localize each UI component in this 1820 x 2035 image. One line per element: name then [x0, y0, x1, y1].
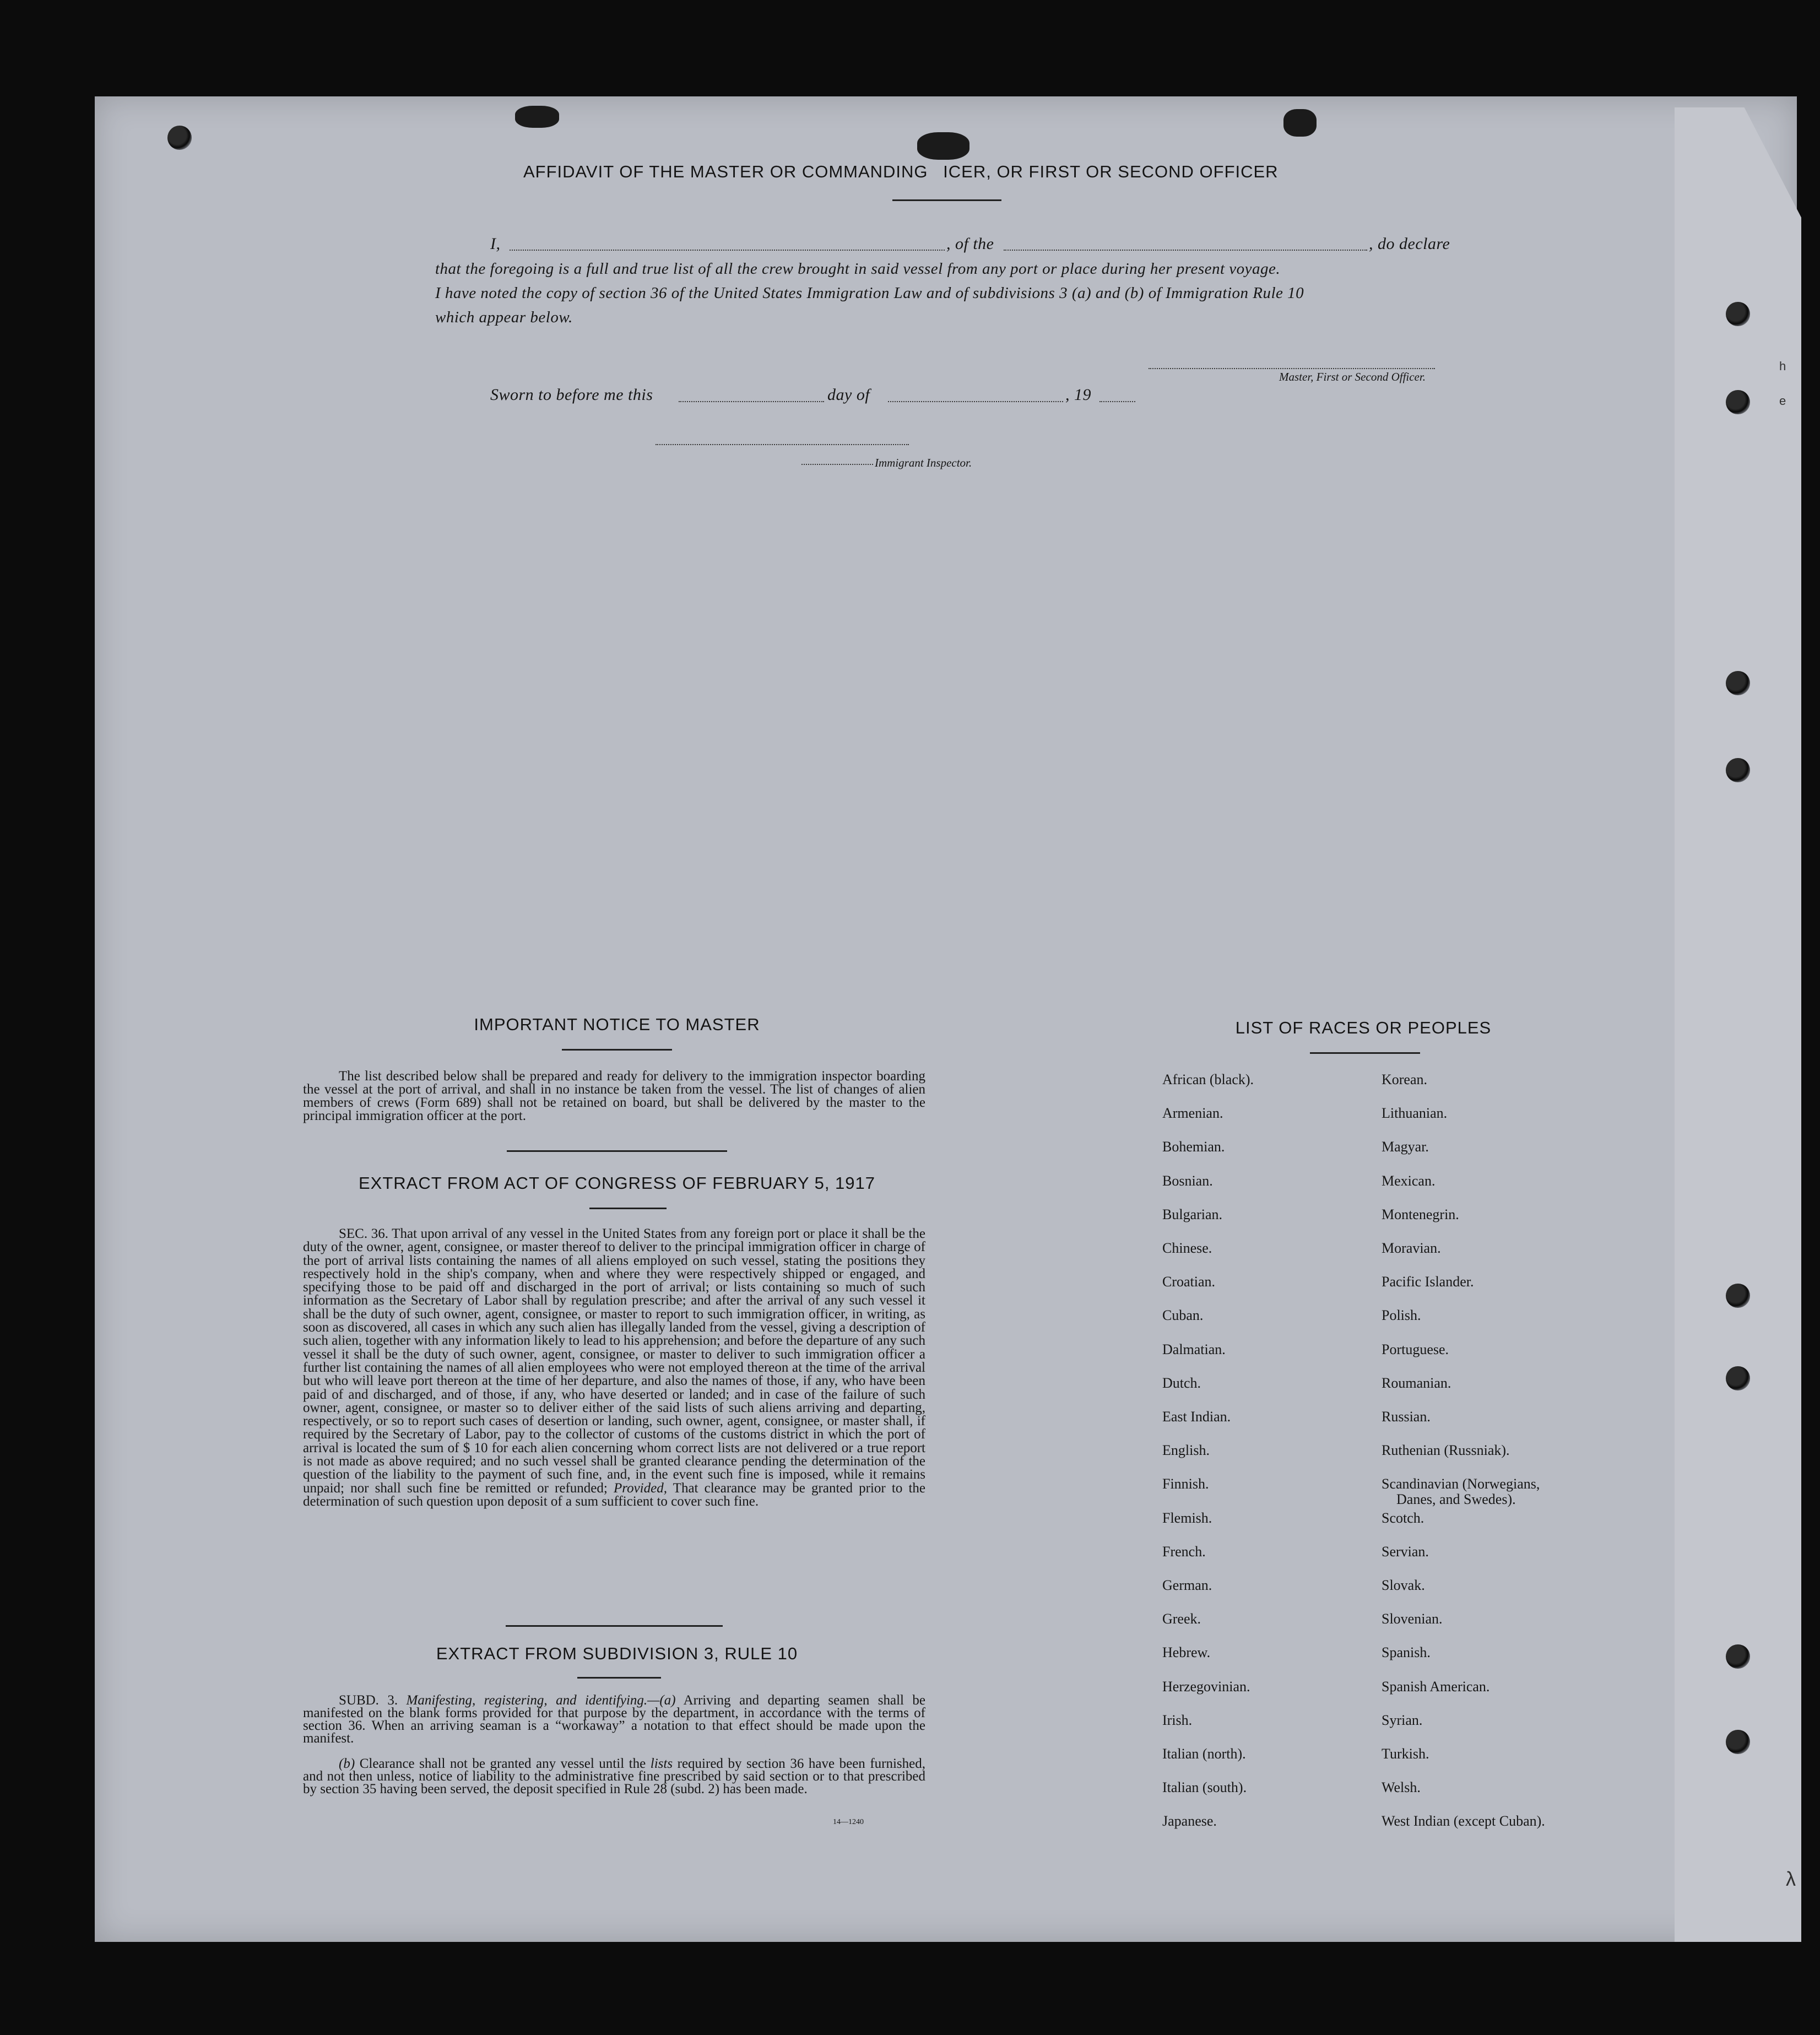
edge-letter: e: [1779, 394, 1786, 408]
master-signature-field[interactable]: [1149, 368, 1435, 369]
race-item: Spanish American.: [1382, 1679, 1490, 1695]
day-of-label: day of: [827, 386, 870, 404]
punch-hole: [1726, 758, 1750, 782]
race-item: Pacific Islander.: [1382, 1274, 1474, 1290]
race-item: Lithuanian.: [1382, 1105, 1448, 1121]
sworn-month-field[interactable]: [888, 401, 1063, 402]
race-item: Croatian.: [1162, 1274, 1216, 1290]
affidavit-declare: , do declare: [1369, 235, 1450, 253]
act-body: [303, 1227, 925, 1508]
race-item: German.: [1162, 1577, 1212, 1593]
race-item: Portuguese.: [1382, 1341, 1449, 1357]
sworn-day-field[interactable]: [679, 401, 824, 402]
inspector-line-short: [801, 464, 873, 465]
race-item: Chinese.: [1162, 1240, 1212, 1256]
rule-b-text-1: Clearance shall not be granted any vessel until the: [359, 1756, 646, 1771]
race-item: Scandinavian (Norwegians,: [1382, 1476, 1540, 1492]
rule-title: EXTRACT FROM SUBDIVISION 3, RULE 10: [436, 1644, 798, 1663]
race-item: Bulgarian.: [1162, 1206, 1223, 1222]
rule-subd-title: Manifesting, registering, and identifying.: [406, 1693, 648, 1708]
punch-hole: [1726, 1284, 1750, 1308]
paper-tear: [515, 106, 559, 128]
act-section-text: That upon arrival of any vessel in the United States from any foreign port or place it shall be the duty of the owner, agent, consignee, or master thereof to deliver to the principal immigration officer in charge of the port of arrival lists containing the names of all aliens employed on such vessel, stating the positions they respectively hold in the ship's company, when and where they were respectively shipped or engaged, and specifying those to be paid off and discharged in the port of arrival; or lists containing so much of such information as the Secretary of Labor shall by regulation prescribe; and after the arrival of any such vessel it shall be the duty of such owner, agent, consignee, or master to report to such immigration officer, in writing, as soon as discovered, all cases in which any such alien has illegally landed from the vessel, giving a description of such alien, together with any information likely to lead to his apprehension; and before the departure of any such vessel it shall be the duty of such owner, agent, consignee, or master to deliver to such immigration officer a further list containing the names of all alien employees who were not employed thereon at the time of the arrival but who will leave port thereon at the time of her departure, and also the names of those, if any, who have been paid of and discharged, and of those, if any, who have deserted or landed; and in case of the failure of such owner, agent, consignee, or master so to deliver either of the said lists of such aliens arriving and departing, respectively, or so to report such cases of desertion or landing, such owner, agent, consignee, or master shall, if required by the Secretary of Labor, pay to the collector of customs of the customs district in which the port of arrival is located the sum of $ 10 for each alien concerning whom correct lists are not delivered or a true report is not made as above required; and no such vessel shall be granted clearance pending the determination of the question of the liability to the payment of such fine, and, in the event such fine is imposed, while it remains unpaid; nor shall such fine be remitted or refunded;: [303, 1226, 925, 1496]
races-title-rule: [1310, 1052, 1420, 1054]
rule-b-label: (b): [339, 1756, 355, 1771]
sworn-year-field[interactable]: [1099, 401, 1135, 402]
race-item: Armenian.: [1162, 1105, 1223, 1121]
affidavit-line-4: which appear below.: [435, 309, 573, 326]
inspector-label: Immigrant Inspector.: [875, 456, 972, 469]
punch-hole: [1726, 390, 1750, 414]
race-item: French.: [1162, 1544, 1206, 1560]
act-title-rule: [589, 1208, 667, 1209]
affidavit-title-rule: [892, 199, 1001, 201]
race-item: Italian (south).: [1162, 1779, 1247, 1795]
race-item: Magyar.: [1382, 1139, 1429, 1155]
race-item: Turkish.: [1382, 1746, 1429, 1762]
race-item: Cuban.: [1162, 1307, 1204, 1323]
race-item: Moravian.: [1382, 1240, 1441, 1256]
race-item: Finnish.: [1162, 1476, 1209, 1492]
race-item: Montenegrin.: [1382, 1206, 1459, 1222]
race-item: Spanish.: [1382, 1644, 1431, 1660]
act-section-label: SEC. 36.: [339, 1226, 388, 1241]
master-signature-label: Master, First or Second Officer.: [1279, 370, 1426, 383]
vessel-name-field[interactable]: [1004, 250, 1367, 251]
punch-hole: [167, 126, 192, 150]
corner-mark: λ: [1786, 1868, 1796, 1890]
punch-hole: [1726, 1366, 1750, 1390]
race-item: Polish.: [1382, 1307, 1421, 1323]
act-divider: [506, 1625, 723, 1627]
act-provided-label: Provided,: [614, 1480, 667, 1496]
race-item: Japanese.: [1162, 1813, 1217, 1829]
race-item: Hebrew.: [1162, 1644, 1211, 1660]
year-label: , 19: [1065, 386, 1091, 404]
race-item: Russian.: [1382, 1409, 1431, 1425]
race-item: Ruthenian (Russniak).: [1382, 1442, 1510, 1458]
punch-hole: [1726, 1730, 1750, 1754]
race-item: Flemish.: [1162, 1510, 1212, 1526]
affidavit-line-3: I have noted the copy of section 36 of the United States Immigration Law and of subdivisions 3 (a) and (b) of Immigration Rule 10: [435, 284, 1304, 302]
race-item: Scotch.: [1382, 1510, 1424, 1526]
race-item: Irish.: [1162, 1712, 1193, 1728]
race-item: Italian (north).: [1162, 1746, 1246, 1762]
race-item: Roumanian.: [1382, 1375, 1451, 1391]
rule-b-body: [303, 1757, 925, 1795]
race-item: Mexican.: [1382, 1173, 1436, 1189]
race-item: Herzegovinian.: [1162, 1679, 1250, 1695]
act-title: EXTRACT FROM ACT OF CONGRESS OF FEBRUARY 5, 1917: [358, 1173, 876, 1193]
race-item: Dutch.: [1162, 1375, 1201, 1391]
affidavit-line-1: [490, 235, 501, 253]
race-item: Slovenian.: [1382, 1611, 1443, 1627]
paper-tear: [1283, 109, 1317, 137]
notice-divider: [507, 1150, 727, 1152]
race-item: Bosnian.: [1162, 1173, 1213, 1189]
affidavit-line-2: that the foregoing is a full and true list of all the crew brought in said vessel from any port or place during her present voyage.: [435, 260, 1281, 278]
race-item: English.: [1162, 1442, 1210, 1458]
rule-a-label: —(a): [647, 1693, 676, 1708]
notice-body: The list described below shall be prepared and ready for delivery to the immigration inspector boarding the vessel at the port of arrival, and shall in no instance be taken from the vessel. The list of changes of alien members of crews (Form 689) shall not be retained on board, but shall be delivered by the master to the principal immigration officer at the port.: [303, 1069, 925, 1123]
act-provided-text: That clearance may be granted prior to the determination of such question upon deposit of a sum sufficient to cover such fine.: [303, 1480, 925, 1509]
sworn-label: Sworn to before me this: [490, 386, 653, 404]
paper-tear: [917, 132, 969, 160]
race-item: East Indian.: [1162, 1409, 1231, 1425]
race-item: Syrian.: [1382, 1712, 1423, 1728]
punch-hole: [1726, 671, 1750, 695]
affidavit-title-end: ICER, OR FIRST OR SECOND OFFICER: [943, 162, 1279, 181]
race-item: West Indian (except Cuban).: [1382, 1813, 1545, 1829]
rule-title-rule: [577, 1677, 661, 1679]
rule-body: [303, 1694, 925, 1745]
races-title: LIST OF RACES OR PEOPLES: [1235, 1018, 1492, 1037]
race-item: Greek.: [1162, 1611, 1201, 1627]
inspector-signature-field[interactable]: [656, 444, 909, 445]
affidavit-title-start: AFFIDAVIT OF THE MASTER OR COMMANDING: [523, 162, 928, 181]
rule-subd-label: SUBD. 3.: [339, 1693, 398, 1708]
punch-hole: [1726, 302, 1750, 326]
affidavit-i: I,: [490, 235, 501, 253]
race-item: African (black).: [1162, 1071, 1254, 1087]
race-item: Bohemian.: [1162, 1139, 1225, 1155]
race-item: Welsh.: [1382, 1779, 1421, 1795]
rule-a-text: Arriving and departing seamen shall be manifested on the blank forms provided for that purpose by the department, in accordance with the terms of section 36. When an arriving seaman is a “workaway” a notation to that effect should be made upon the manifest.: [303, 1693, 926, 1746]
affidavit-title: [523, 162, 1372, 182]
affidavit-of-the: , of the: [946, 235, 994, 253]
rule-b-text-2: required by section 36 have been furnished, and not then unless, notice of liability to the administrative fine prescribed by said section or to that prescribed by section 35 having been served, the deposit specified in Rule 28 (subd. 2) has been made.: [303, 1756, 926, 1796]
punch-hole: [1726, 1644, 1750, 1669]
race-item: Danes, and Swedes).: [1396, 1491, 1516, 1507]
race-item: Korean.: [1382, 1071, 1428, 1087]
notice-title: IMPORTANT NOTICE TO MASTER: [474, 1015, 760, 1034]
race-item: Servian.: [1382, 1544, 1429, 1560]
notice-title-rule: [562, 1049, 672, 1051]
form-number: 14—1240: [833, 1818, 864, 1826]
rule-b-lists: lists: [650, 1756, 673, 1771]
edge-letter: h: [1779, 359, 1786, 373]
race-item: Dalmatian.: [1162, 1341, 1226, 1357]
master-name-field[interactable]: [510, 250, 945, 251]
race-item: Slovak.: [1382, 1577, 1425, 1593]
